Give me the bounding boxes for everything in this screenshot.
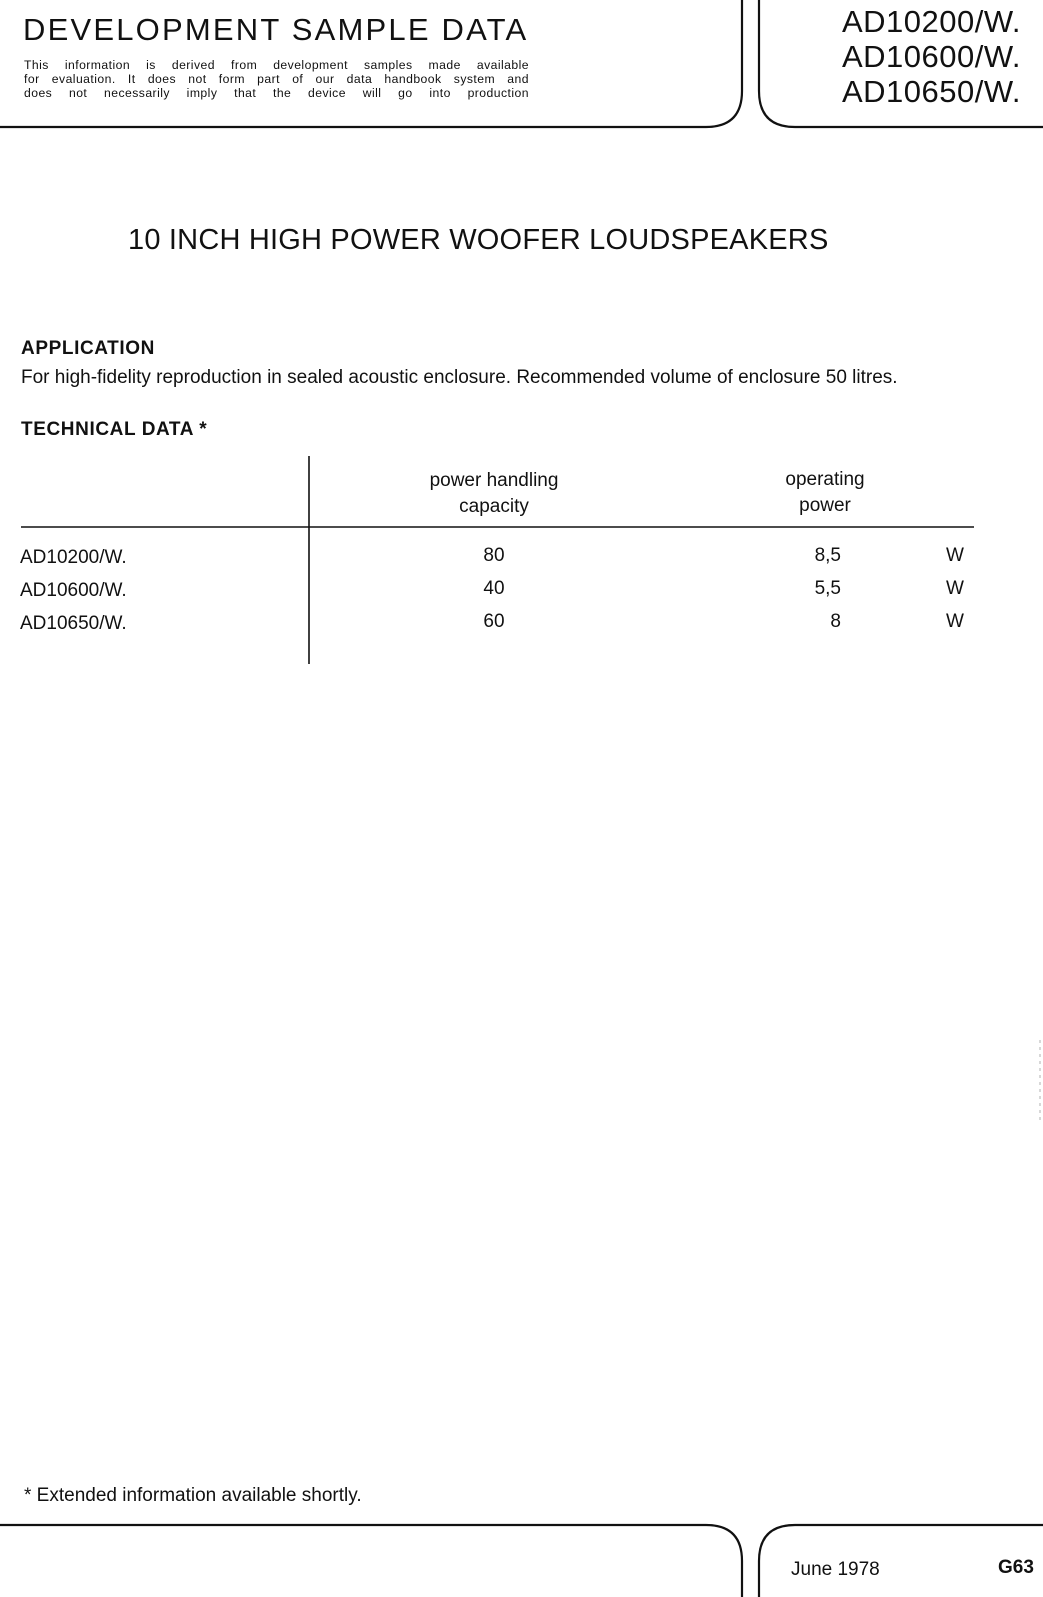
header-title: DEVELOPMENT SAMPLE DATA xyxy=(23,12,529,47)
header-disclaimer xyxy=(24,58,529,100)
row-operating-power: 5,5 xyxy=(814,578,841,599)
row-type: AD10650/W. xyxy=(20,613,127,634)
column-header-capacity xyxy=(394,468,594,520)
type-number: AD10650/W. xyxy=(841,74,1021,109)
page-code: G63 xyxy=(998,1557,1034,1578)
footer-left-frame xyxy=(0,1525,742,1597)
row-type: AD10600/W. xyxy=(20,580,127,601)
type-number: AD10200/W. xyxy=(841,4,1021,39)
application-text: For high-fidelity reproduction in sealed acoustic enclosure. Recommended volume of enclosure 50 litres. xyxy=(21,367,898,388)
issue-date: June 1978 xyxy=(791,1559,880,1580)
technical-data-heading: TECHNICAL DATA * xyxy=(21,419,208,440)
row-capacity: 60 xyxy=(483,611,505,632)
row-unit: W xyxy=(946,611,964,632)
column-header-line: capacity xyxy=(459,496,529,517)
row-unit: W xyxy=(946,545,964,566)
row-capacity: 80 xyxy=(483,545,505,566)
row-operating-power: 8,5 xyxy=(814,545,841,566)
column-header-line: operating xyxy=(785,469,865,490)
application-heading: APPLICATION xyxy=(21,338,155,359)
disclaimer-line: does not necessarily imply that the device will go into production xyxy=(24,86,529,100)
disclaimer-line: for evaluation. It does not form part of our data handbook system and xyxy=(24,72,529,86)
row-operating-power: 8 xyxy=(830,611,841,632)
type-number: AD10600/W. xyxy=(841,39,1021,74)
column-header-operating-power xyxy=(740,467,910,519)
page-title: 10 INCH HIGH POWER WOOFER LOUDSPEAKERS xyxy=(128,224,829,256)
footnote: * Extended information available shortly. xyxy=(24,1485,362,1506)
column-header-line: power handling xyxy=(429,470,559,491)
row-unit: W xyxy=(946,578,964,599)
row-type: AD10200/W. xyxy=(20,547,127,568)
type-numbers xyxy=(842,4,1021,109)
row-capacity: 40 xyxy=(483,578,505,599)
column-header-line: power xyxy=(799,495,851,516)
disclaimer-line: This information is derived from development samples made available xyxy=(24,58,529,72)
